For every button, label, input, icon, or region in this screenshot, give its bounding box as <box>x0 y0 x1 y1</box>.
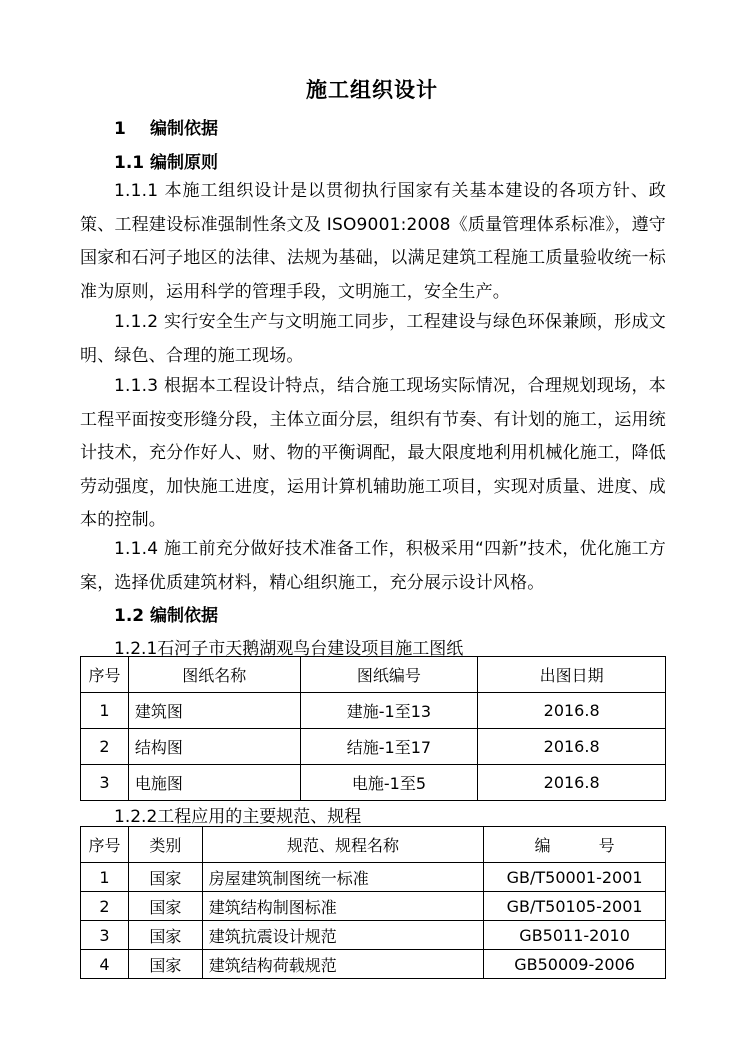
table-header-cell: 规范、规程名称 <box>202 827 483 863</box>
table-header-row <box>81 827 666 863</box>
table-cell: 结施-1至17 <box>300 729 478 765</box>
paragraph-1-1-3: 1.1.3 根据本工程设计特点，结合施工现场实际情况，合理规划现场，本工程平面按变形缝分段，主体立面分层，组织有节奏、有计划的施工，运用统计技术，充分作好人、财、物的平衡调配，最大限度地利用机械化施工，降低劳动强度，加快施工进度，运用计算机辅助施工项目，实现对质量、进度、成本的控制。 <box>80 376 666 530</box>
document-title: 施工组织设计 <box>306 78 438 102</box>
table-cell: 房屋建筑制图统一标准 <box>202 863 483 892</box>
table-cell: 2016.8 <box>478 765 666 801</box>
section-title: 编制依据 <box>150 119 218 139</box>
table-cell: 3 <box>81 765 129 801</box>
table-row <box>81 950 666 979</box>
table-cell: 1 <box>81 693 129 729</box>
table-cell: 3 <box>81 921 129 950</box>
table-cell: 建筑抗震设计规范 <box>202 921 483 950</box>
section-heading-1-2: 1.2 编制依据 <box>114 606 219 626</box>
table-row <box>81 729 666 765</box>
drawings-table <box>80 656 666 801</box>
table-row <box>81 693 666 729</box>
table-cell: 电施-1至5 <box>300 765 478 801</box>
standards-table <box>80 826 666 979</box>
table-header-cell: 类别 <box>128 827 202 863</box>
table-header-cell: 图纸名称 <box>128 657 300 693</box>
section-heading-1 <box>114 114 218 139</box>
paragraph-1-1-4: 1.1.4 施工前充分做好技术准备工作，积极采用“四新”技术，优化施工方案，选择优质建筑材料，精心组织施工，充分展示设计风格。 <box>80 539 666 593</box>
table-header-cell: 编 号 <box>484 827 666 863</box>
table-cell: 1 <box>81 863 129 892</box>
table-cell: 建施-1至13 <box>300 693 478 729</box>
table-row <box>81 765 666 801</box>
section-heading-1-1: 1.1 编制原则 <box>114 153 219 173</box>
table-cell: 建筑结构制图标准 <box>202 892 483 921</box>
table-header-cell: 出图日期 <box>478 657 666 693</box>
table-header-cell: 序号 <box>81 657 129 693</box>
table-cell: 建筑结构荷载规范 <box>202 950 483 979</box>
table-row <box>81 921 666 950</box>
table-row <box>81 892 666 921</box>
table-cell: 结构图 <box>128 729 300 765</box>
table-header-cell: 序号 <box>81 827 129 863</box>
table-cell: GB/T50105-2001 <box>484 892 666 921</box>
table2-caption: 1.2.2工程应用的主要规范、规程 <box>114 807 362 827</box>
table-cell: 2016.8 <box>478 729 666 765</box>
table-header-cell: 图纸编号 <box>300 657 478 693</box>
table1-caption: 1.2.1石河子市天鹅湖观鸟台建设项目施工图纸 <box>114 639 464 659</box>
table-cell: GB5011-2010 <box>484 921 666 950</box>
paragraph-1-1-1: 1.1.1 本施工组织设计是以贯彻执行国家有关基本建设的各项方针、政策、工程建设标准强制性条文及 ISO9001:2008《质量管理体系标准》，遵守国家和石河子地区的法律、法规为基础，以满足建筑工程施工质量验收统一标准为原则，运用科学的管理手段，文明施工，安全生产。 <box>80 181 666 302</box>
table-row <box>81 863 666 892</box>
table-cell: 2 <box>81 892 129 921</box>
table-cell: 4 <box>81 950 129 979</box>
paragraph-1-1-2: 1.1.2 实行安全生产与文明施工同步，工程建设与绿色环保兼顾，形成文明、绿色、合理的施工现场。 <box>80 312 666 366</box>
table-cell: 国家 <box>128 921 202 950</box>
table-cell: 2016.8 <box>478 693 666 729</box>
section-number: 1 <box>114 119 126 139</box>
table-cell: GB50009-2006 <box>484 950 666 979</box>
table-cell: GB/T50001-2001 <box>484 863 666 892</box>
table-cell: 国家 <box>128 892 202 921</box>
table-cell: 国家 <box>128 863 202 892</box>
table-cell: 电施图 <box>128 765 300 801</box>
table-header-row <box>81 657 666 693</box>
table-cell: 国家 <box>128 950 202 979</box>
table-cell: 建筑图 <box>128 693 300 729</box>
table-cell: 2 <box>81 729 129 765</box>
